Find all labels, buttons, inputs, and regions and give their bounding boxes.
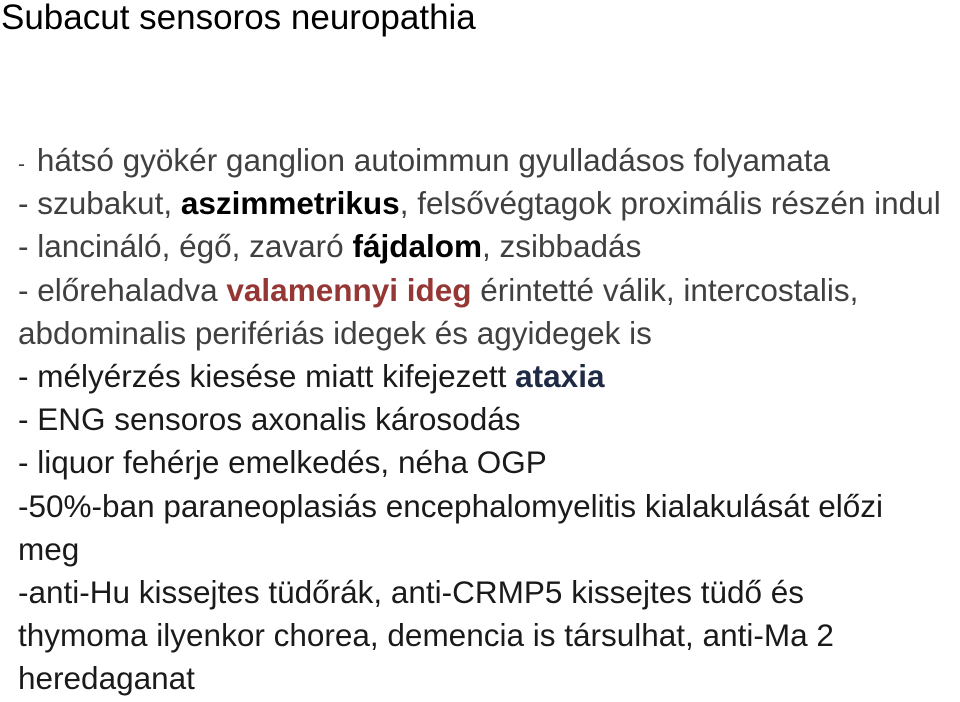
line-text: - mélyérzés kiesése miatt kifejezett xyxy=(18,357,516,394)
line-text: , zsibbadás xyxy=(481,228,642,265)
text-line xyxy=(18,139,948,182)
line-text: , felsővégtagok proximális részén indul xyxy=(399,185,941,222)
line-text: - szubakut, xyxy=(18,185,181,222)
line-text: meg xyxy=(18,530,80,567)
text-line xyxy=(18,571,948,614)
line-text: -50%-ban paraneoplasiás encephalomyelitis kialakulását előzi xyxy=(18,487,884,524)
line-text: thymoma ilyenkor chorea, demencia is társulhat, anti-Ma 2 xyxy=(18,617,834,654)
emphasis-term: aszimmetrikus xyxy=(180,185,400,222)
text-line xyxy=(18,614,948,657)
line-text: érintetté válik, intercostalis, xyxy=(471,271,859,308)
line-text: - előrehaladva xyxy=(18,271,227,308)
line-text: hátsó gyökér ganglion autoimmun gyulladásos folyamata xyxy=(36,142,831,178)
line-text: - lancináló, égő, zavaró xyxy=(18,228,353,265)
line-text: - ENG sensoros axonalis károsodás xyxy=(18,401,521,438)
slide-body xyxy=(18,139,948,700)
text-line xyxy=(18,485,948,528)
line-text: -anti-Hu kissejtes tüdőrák, anti-CRMP5 kissejtes tüdő és xyxy=(18,573,805,610)
emphasis-term-red: valamennyi ideg xyxy=(226,271,472,308)
text-line xyxy=(18,269,948,312)
line-text: abdominalis perifériás idegek és agyidegek is xyxy=(18,314,652,351)
emphasis-term: fájdalom xyxy=(352,228,482,265)
text-line xyxy=(18,182,948,225)
emphasis-term: ataxia xyxy=(515,357,605,394)
line-text: heredaganat xyxy=(18,660,195,697)
bullet-dash: - xyxy=(18,153,31,176)
text-line xyxy=(18,355,948,398)
text-line xyxy=(18,312,948,355)
slide-title: Subacut sensoros neuropathia xyxy=(1,0,476,37)
line-text: - liquor fehérje emelkedés, néha OGP xyxy=(18,444,547,481)
text-line xyxy=(18,441,948,484)
text-line xyxy=(18,398,948,441)
text-line xyxy=(18,657,948,700)
text-line xyxy=(18,225,948,268)
text-line xyxy=(18,528,948,571)
